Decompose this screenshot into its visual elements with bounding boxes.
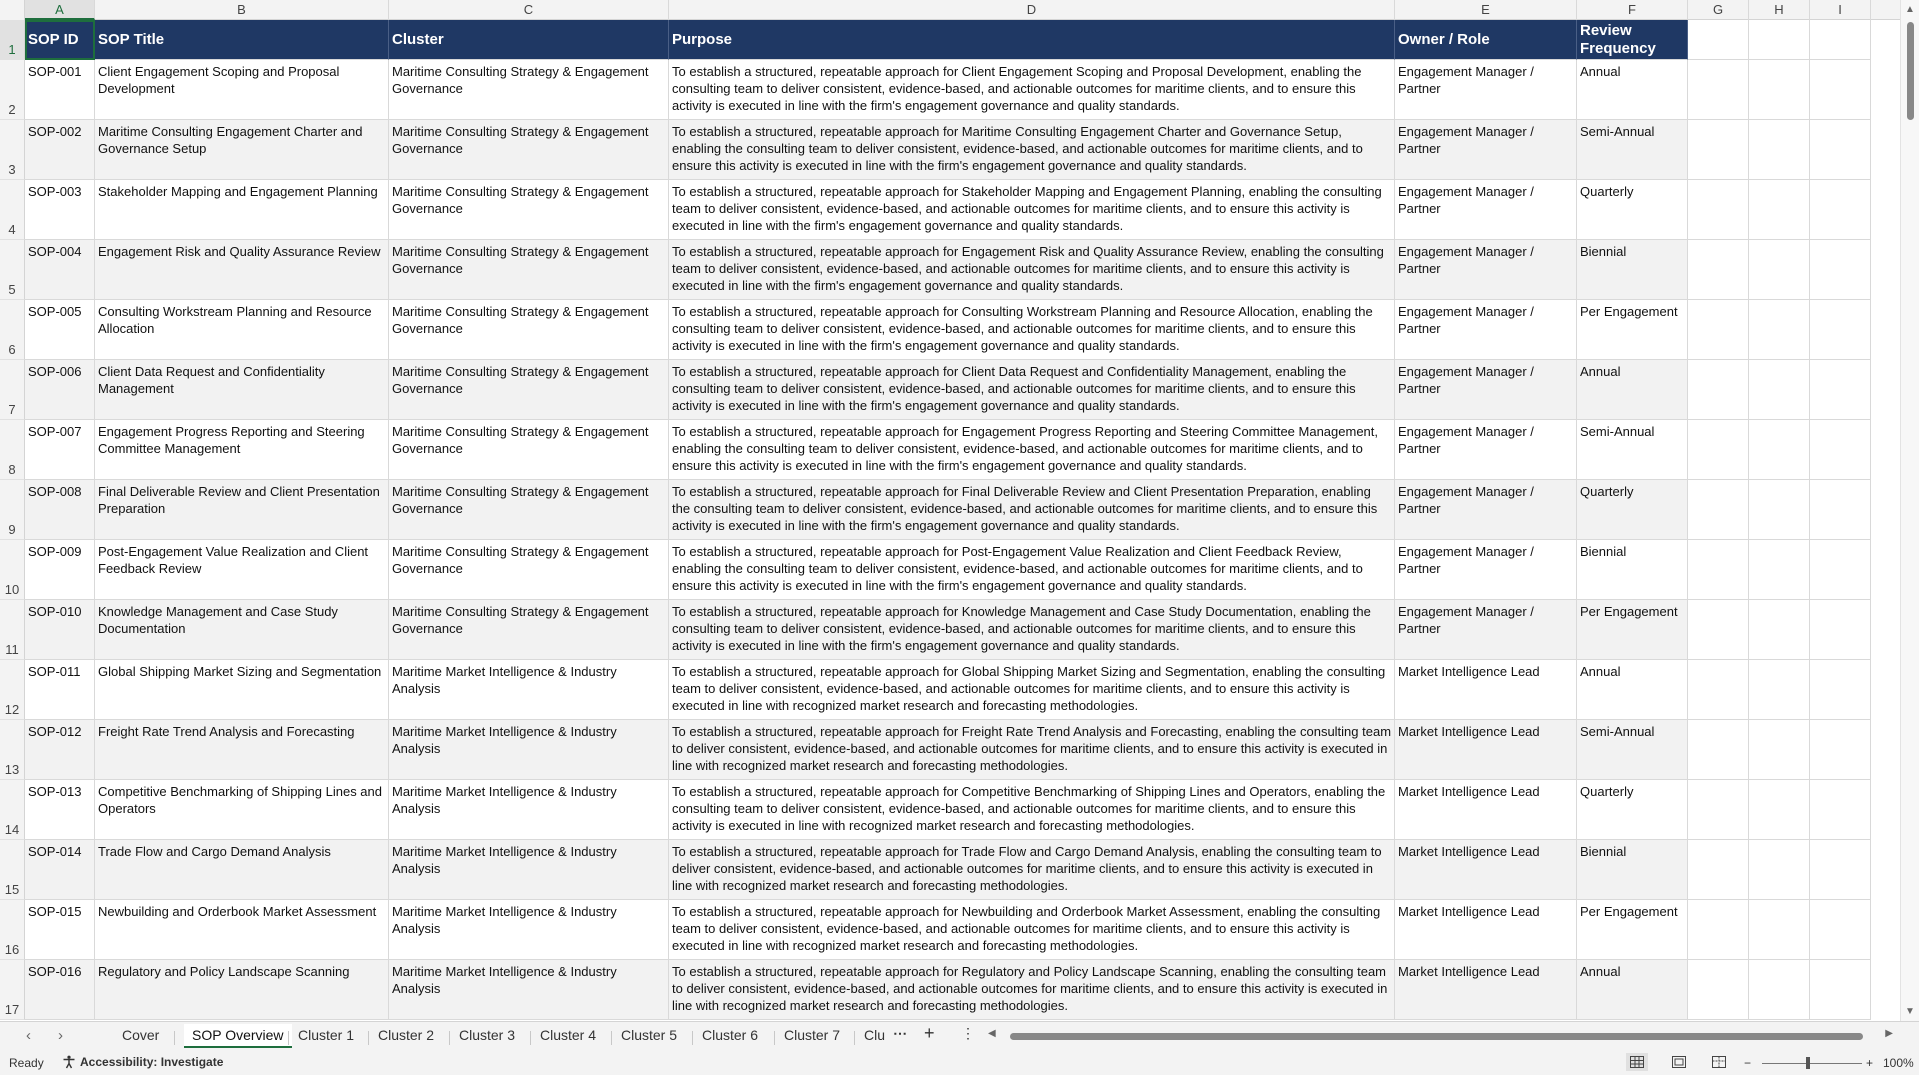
row-header[interactable]: 8: [0, 420, 25, 480]
header-cell-f[interactable]: Review Frequency: [1577, 20, 1688, 60]
column-header-f[interactable]: F: [1577, 0, 1688, 20]
row-header[interactable]: 12: [0, 660, 25, 720]
row-header[interactable]: 9: [0, 480, 25, 540]
status-bar: [0, 1051, 1919, 1075]
empty-cell[interactable]: [1688, 20, 1749, 60]
zoom-slider-knob[interactable]: [1806, 1057, 1810, 1069]
table-cell-f[interactable]: Biennial: [1577, 240, 1688, 300]
more-sheets-icon[interactable]: ⋯: [893, 1025, 907, 1041]
table-cell-e[interactable]: Engagement Manager / Partner: [1395, 180, 1577, 240]
empty-cell[interactable]: [1810, 480, 1871, 540]
table-cell-d[interactable]: To establish a structured, repeatable approach for Newbuilding and Orderbook Market Assessment, enabling the consulting team to deliver consistent, evidence-based, and actionable outcomes for maritime clients, and to ensure this activity is executed in line with recognized market research and forecasting methodologies.: [669, 900, 1395, 960]
table-cell-d[interactable]: To establish a structured, repeatable approach for Stakeholder Mapping and Engagement Planning, enabling the consulting team to deliver consistent, evidence-based, and actionable outcomes for maritime clients, and to ensure this activity is executed in line with the firm's engagement governance and quality standards.: [669, 180, 1395, 240]
table-cell-f[interactable]: Semi-Annual: [1577, 420, 1688, 480]
table-cell-a[interactable]: SOP-016: [25, 960, 95, 1020]
table-cell-a[interactable]: SOP-008: [25, 480, 95, 540]
row-header[interactable]: 11: [0, 600, 25, 660]
table-cell-c[interactable]: Maritime Market Intelligence & Industry Analysis: [389, 720, 669, 780]
table-cell-d[interactable]: To establish a structured, repeatable approach for Consulting Workstream Planning and Resource Allocation, enabling the consulting team to deliver consistent, evidence-based, and actionable outcomes for maritime clients, and to ensure this activity is executed in line with the firm's engagement governance and quality standards.: [669, 300, 1395, 360]
sheet-tab-cluster-1[interactable]: Cluster 1: [298, 1027, 355, 1043]
empty-cell[interactable]: [1810, 960, 1871, 1020]
table-cell-e[interactable]: Market Intelligence Lead: [1395, 900, 1577, 960]
accessibility-status[interactable]: [62, 1055, 223, 1069]
tab-separator: [530, 1031, 531, 1045]
zoom-slider[interactable]: [1762, 1063, 1862, 1064]
empty-cell[interactable]: [1749, 180, 1810, 240]
empty-cell[interactable]: [1688, 60, 1749, 120]
table-cell-c[interactable]: Maritime Consulting Strategy & Engagement Governance: [389, 540, 669, 600]
column-header-e[interactable]: E: [1395, 0, 1577, 20]
sheet-tab-cluster-6[interactable]: Cluster 6: [702, 1027, 759, 1043]
table-cell-d[interactable]: To establish a structured, repeatable approach for Engagement Risk and Quality Assurance Review, enabling the consulting team to deliver consistent, evidence-based, and actionable outcomes for maritime clients, and to ensure this activity is executed in line with the firm's engagement governance and quality standards.: [669, 240, 1395, 300]
empty-cell[interactable]: [1749, 540, 1810, 600]
table-cell-f[interactable]: Semi-Annual: [1577, 120, 1688, 180]
row-header[interactable]: 14: [0, 780, 25, 840]
page-break-icon: [1712, 1056, 1726, 1068]
add-sheet-icon[interactable]: +: [924, 1023, 935, 1043]
scroll-up-icon[interactable]: ▲: [1905, 4, 1915, 15]
table-cell-f[interactable]: Annual: [1577, 60, 1688, 120]
sheet-tab-cover[interactable]: Cover: [122, 1027, 160, 1043]
tab-separator: [449, 1031, 450, 1045]
empty-cell[interactable]: [1749, 660, 1810, 720]
empty-cell[interactable]: [1688, 660, 1749, 720]
empty-cell[interactable]: [1810, 900, 1871, 960]
table-cell-f[interactable]: Quarterly: [1577, 180, 1688, 240]
table-cell-e[interactable]: Engagement Manager / Partner: [1395, 240, 1577, 300]
table-cell-d[interactable]: To establish a structured, repeatable approach for Post-Engagement Value Realization and Client Feedback Review, enabling the consulting team to deliver consistent, evidence-based, and actionable outcomes for maritime clients, and to ensure this activity is executed in line with the firm's engagement governance and quality standards.: [669, 540, 1395, 600]
empty-cell[interactable]: [1810, 20, 1871, 60]
next-sheet-icon[interactable]: ›: [58, 1027, 63, 1044]
table-cell-e[interactable]: Engagement Manager / Partner: [1395, 540, 1577, 600]
table-cell-a[interactable]: SOP-007: [25, 420, 95, 480]
table-cell-c[interactable]: Maritime Consulting Strategy & Engagement Governance: [389, 360, 669, 420]
empty-cell[interactable]: [1810, 720, 1871, 780]
empty-cell[interactable]: [1688, 480, 1749, 540]
table-cell-a[interactable]: SOP-010: [25, 600, 95, 660]
empty-cell[interactable]: [1688, 960, 1749, 1020]
table-cell-d[interactable]: To establish a structured, repeatable approach for Global Shipping Market Sizing and Segmentation, enabling the consulting team to deliver consistent, evidence-based, and actionable outcomes for maritime clients, and to ensure this activity is executed in line with recognized market research and forecasting methodologies.: [669, 660, 1395, 720]
empty-cell[interactable]: [1749, 900, 1810, 960]
table-cell-a[interactable]: SOP-005: [25, 300, 95, 360]
table-cell-b[interactable]: Final Deliverable Review and Client Presentation Preparation: [95, 480, 389, 540]
column-header-c[interactable]: C: [389, 0, 669, 20]
table-cell-c[interactable]: Maritime Consulting Strategy & Engagement Governance: [389, 600, 669, 660]
table-cell-b[interactable]: Trade Flow and Cargo Demand Analysis: [95, 840, 389, 900]
tab-separator: [288, 1031, 289, 1045]
horizontal-scrollbar[interactable]: [988, 1028, 1893, 1041]
row-header[interactable]: 15: [0, 840, 25, 900]
table-cell-a[interactable]: SOP-004: [25, 240, 95, 300]
empty-cell[interactable]: [1749, 20, 1810, 60]
page-layout-icon: [1672, 1056, 1686, 1068]
empty-cell[interactable]: [1749, 960, 1810, 1020]
column-header-i[interactable]: I: [1810, 0, 1871, 20]
empty-cell[interactable]: [1688, 240, 1749, 300]
sheet-options-icon[interactable]: ⋮: [961, 1025, 975, 1041]
table-cell-b[interactable]: Consulting Workstream Planning and Resource Allocation: [95, 300, 389, 360]
table-cell-d[interactable]: To establish a structured, repeatable approach for Regulatory and Policy Landscape Scanning, enabling the consulting team to deliver consistent, evidence-based, and actionable outcomes for maritime clients, and to ensure this activity is executed in line with recognized market research and forecasting methodologies.: [669, 960, 1395, 1020]
tab-separator: [368, 1031, 369, 1045]
table-cell-b[interactable]: Newbuilding and Orderbook Market Assessment: [95, 900, 389, 960]
empty-cell[interactable]: [1749, 60, 1810, 120]
table-cell-a[interactable]: SOP-011: [25, 660, 95, 720]
empty-cell[interactable]: [1749, 300, 1810, 360]
empty-cell[interactable]: [1749, 600, 1810, 660]
empty-cell[interactable]: [1810, 540, 1871, 600]
sheet-tab-bar: [0, 1021, 1919, 1051]
table-cell-f[interactable]: Quarterly: [1577, 480, 1688, 540]
empty-cell[interactable]: [1810, 420, 1871, 480]
table-cell-c[interactable]: Maritime Consulting Strategy & Engagement Governance: [389, 420, 669, 480]
row-header[interactable]: 16: [0, 900, 25, 960]
empty-cell[interactable]: [1810, 840, 1871, 900]
table-cell-a[interactable]: SOP-014: [25, 840, 95, 900]
empty-cell[interactable]: [1749, 720, 1810, 780]
row-header[interactable]: 5: [0, 240, 25, 300]
table-cell-a[interactable]: SOP-009: [25, 540, 95, 600]
empty-cell[interactable]: [1810, 660, 1871, 720]
empty-cell[interactable]: [1749, 480, 1810, 540]
table-cell-d[interactable]: To establish a structured, repeatable approach for Competitive Benchmarking of Shipping Lines and Operators, enabling the consulting team to deliver consistent, evidence-based, and actionable outcomes for maritime clients, and to ensure this activity is executed in line with recognized market research and forecasting methodologies.: [669, 780, 1395, 840]
table-cell-b[interactable]: Global Shipping Market Sizing and Segmentation: [95, 660, 389, 720]
empty-cell[interactable]: [1810, 60, 1871, 120]
table-cell-d[interactable]: To establish a structured, repeatable approach for Maritime Consulting Engagement Charter and Governance Setup, enabling the consulting team to deliver consistent, evidence-based, and actionable outcomes for maritime clients, and to ensure this activity is executed in line with the firm's engagement governance and quality standards.: [669, 120, 1395, 180]
scroll-left-icon[interactable]: ◀: [988, 1028, 996, 1039]
empty-cell[interactable]: [1810, 180, 1871, 240]
table-cell-d[interactable]: To establish a structured, repeatable approach for Engagement Progress Reporting and Steering Committee Management, enabling the consulting team to deliver consistent, evidence-based, and actionable outcomes for maritime clients, and to ensure this activity is executed in line with the firm's engagement governance and quality standards.: [669, 420, 1395, 480]
vertical-scrollbar[interactable]: [1900, 0, 1919, 1021]
table-cell-a[interactable]: SOP-013: [25, 780, 95, 840]
table-cell-e[interactable]: Engagement Manager / Partner: [1395, 600, 1577, 660]
table-cell-d[interactable]: To establish a structured, repeatable approach for Knowledge Management and Case Study Documentation, enabling the consulting team to deliver consistent, evidence-based, and actionable outcomes for maritime clients, and to ensure this activity is executed in line with the firm's engagement governance and quality standards.: [669, 600, 1395, 660]
header-cell-c[interactable]: Cluster: [389, 20, 669, 60]
table-cell-c[interactable]: Maritime Market Intelligence & Industry Analysis: [389, 660, 669, 720]
column-header-h[interactable]: H: [1749, 0, 1810, 20]
table-cell-f[interactable]: Quarterly: [1577, 780, 1688, 840]
table-cell-d[interactable]: To establish a structured, repeatable approach for Final Deliverable Review and Client Presentation Preparation, enabling the consulting team to deliver consistent, evidence-based, and actionable outcomes for maritime clients, and to ensure this activity is executed in line with the firm's engagement governance and quality standards.: [669, 480, 1395, 540]
table-cell-e[interactable]: Market Intelligence Lead: [1395, 840, 1577, 900]
table-cell-a[interactable]: SOP-002: [25, 120, 95, 180]
table-cell-e[interactable]: Market Intelligence Lead: [1395, 720, 1577, 780]
page-layout-view-button[interactable]: [1668, 1053, 1690, 1071]
table-cell-e[interactable]: Engagement Manager / Partner: [1395, 480, 1577, 540]
header-cell-d[interactable]: Purpose: [669, 20, 1395, 60]
table-cell-e[interactable]: Engagement Manager / Partner: [1395, 360, 1577, 420]
table-cell-a[interactable]: SOP-012: [25, 720, 95, 780]
table-cell-c[interactable]: Maritime Market Intelligence & Industry Analysis: [389, 780, 669, 840]
table-cell-b[interactable]: Client Data Request and Confidentiality Management: [95, 360, 389, 420]
table-cell-f[interactable]: Biennial: [1577, 540, 1688, 600]
zoom-in-icon[interactable]: +: [1866, 1056, 1874, 1070]
table-cell-b[interactable]: Post-Engagement Value Realization and Client Feedback Review: [95, 540, 389, 600]
table-cell-f[interactable]: Semi-Annual: [1577, 720, 1688, 780]
table-cell-b[interactable]: Engagement Progress Reporting and Steering Committee Management: [95, 420, 389, 480]
row-header[interactable]: 3: [0, 120, 25, 180]
accessibility-label: Accessibility: Investigate: [80, 1055, 224, 1069]
table-cell-b[interactable]: Stakeholder Mapping and Engagement Planning: [95, 180, 389, 240]
table-cell-e[interactable]: Engagement Manager / Partner: [1395, 60, 1577, 120]
empty-cell[interactable]: [1810, 120, 1871, 180]
table-cell-e[interactable]: Engagement Manager / Partner: [1395, 420, 1577, 480]
zoom-out-icon[interactable]: −: [1744, 1056, 1752, 1070]
table-cell-d[interactable]: To establish a structured, repeatable approach for Client Engagement Scoping and Proposal Development, enabling the consulting team to deliver consistent, evidence-based, and actionable outcomes for maritime clients, and to ensure this activity is executed in line with the firm's engagement governance and quality standards.: [669, 60, 1395, 120]
empty-cell[interactable]: [1749, 780, 1810, 840]
empty-cell[interactable]: [1749, 420, 1810, 480]
table-cell-e[interactable]: Market Intelligence Lead: [1395, 660, 1577, 720]
sheet-tab-cluster-2[interactable]: Cluster 2: [378, 1027, 435, 1043]
accessibility-icon: [62, 1055, 76, 1069]
sheet-tab-clu[interactable]: Clu: [864, 1027, 886, 1043]
empty-cell[interactable]: [1688, 360, 1749, 420]
row-header[interactable]: 17: [0, 960, 25, 1020]
empty-cell[interactable]: [1688, 720, 1749, 780]
sheet-tab-cluster-3[interactable]: Cluster 3: [459, 1027, 516, 1043]
row-header[interactable]: 4: [0, 180, 25, 240]
row-header[interactable]: 10: [0, 540, 25, 600]
table-cell-c[interactable]: Maritime Market Intelligence & Industry Analysis: [389, 840, 669, 900]
column-header-d[interactable]: D: [669, 0, 1395, 20]
table-cell-d[interactable]: To establish a structured, repeatable approach for Client Data Request and Confidentiality Management, enabling the consulting team to deliver consistent, evidence-based, and actionable outcomes for maritime clients, and to ensure this activity is executed in line with the firm's engagement governance and quality standards.: [669, 360, 1395, 420]
table-cell-c[interactable]: Maritime Market Intelligence & Industry Analysis: [389, 960, 669, 1020]
column-header-b[interactable]: B: [95, 0, 389, 20]
table-cell-c[interactable]: Maritime Consulting Strategy & Engagement Governance: [389, 60, 669, 120]
normal-view-button[interactable]: [1626, 1053, 1648, 1071]
table-cell-a[interactable]: SOP-003: [25, 180, 95, 240]
table-cell-f[interactable]: Annual: [1577, 660, 1688, 720]
empty-cell[interactable]: [1688, 840, 1749, 900]
sheet-tab-sop-overview[interactable]: SOP Overview: [184, 1024, 292, 1048]
empty-cell[interactable]: [1688, 180, 1749, 240]
table-cell-e[interactable]: Engagement Manager / Partner: [1395, 120, 1577, 180]
tab-separator: [854, 1031, 855, 1045]
table-cell-f[interactable]: Annual: [1577, 960, 1688, 1020]
status-ready: Ready: [9, 1056, 44, 1070]
select-all-corner[interactable]: [0, 0, 25, 20]
table-cell-c[interactable]: Maritime Market Intelligence & Industry Analysis: [389, 900, 669, 960]
empty-cell[interactable]: [1688, 540, 1749, 600]
empty-cell[interactable]: [1810, 780, 1871, 840]
empty-cell[interactable]: [1810, 300, 1871, 360]
scroll-right-icon[interactable]: ▶: [1885, 1028, 1893, 1039]
table-cell-c[interactable]: Maritime Consulting Strategy & Engagement Governance: [389, 240, 669, 300]
table-cell-f[interactable]: Annual: [1577, 360, 1688, 420]
row-header[interactable]: 13: [0, 720, 25, 780]
sheet-tab-cluster-5[interactable]: Cluster 5: [621, 1027, 678, 1043]
zoom-level[interactable]: 100%: [1883, 1056, 1914, 1070]
table-cell-a[interactable]: SOP-001: [25, 60, 95, 120]
page-break-view-button[interactable]: [1708, 1053, 1730, 1071]
table-cell-d[interactable]: To establish a structured, repeatable approach for Freight Rate Trend Analysis and Forecasting, enabling the consulting team to deliver consistent, evidence-based, and actionable outcomes for maritime clients, and to ensure this activity is executed in line with recognized market research and forecasting methodologies.: [669, 720, 1395, 780]
tab-separator: [611, 1031, 612, 1045]
prev-sheet-icon[interactable]: ‹: [26, 1027, 31, 1044]
table-cell-b[interactable]: Engagement Risk and Quality Assurance Review: [95, 240, 389, 300]
vertical-scroll-thumb[interactable]: [1907, 22, 1914, 120]
table-cell-b[interactable]: Maritime Consulting Engagement Charter and Governance Setup: [95, 120, 389, 180]
table-cell-b[interactable]: Knowledge Management and Case Study Documentation: [95, 600, 389, 660]
empty-cell[interactable]: [1688, 900, 1749, 960]
table-cell-f[interactable]: Per Engagement: [1577, 900, 1688, 960]
row-header[interactable]: 7: [0, 360, 25, 420]
empty-cell[interactable]: [1749, 240, 1810, 300]
tab-separator: [774, 1031, 775, 1045]
empty-cell[interactable]: [1688, 600, 1749, 660]
empty-cell[interactable]: [1688, 780, 1749, 840]
table-cell-c[interactable]: Maritime Consulting Strategy & Engagement Governance: [389, 120, 669, 180]
empty-cell[interactable]: [1810, 240, 1871, 300]
sheet-tab-cluster-4[interactable]: Cluster 4: [540, 1027, 597, 1043]
row-header[interactable]: 6: [0, 300, 25, 360]
table-cell-b[interactable]: Freight Rate Trend Analysis and Forecasting: [95, 720, 389, 780]
table-cell-a[interactable]: SOP-015: [25, 900, 95, 960]
empty-cell[interactable]: [1688, 420, 1749, 480]
column-header-a[interactable]: A: [25, 0, 95, 20]
horizontal-scroll-thumb[interactable]: [1010, 1033, 1863, 1040]
empty-cell[interactable]: [1749, 360, 1810, 420]
empty-cell[interactable]: [1810, 600, 1871, 660]
table-cell-f[interactable]: Per Engagement: [1577, 300, 1688, 360]
empty-cell[interactable]: [1810, 360, 1871, 420]
empty-cell[interactable]: [1688, 300, 1749, 360]
table-cell-f[interactable]: Per Engagement: [1577, 600, 1688, 660]
header-cell-e[interactable]: Owner / Role: [1395, 20, 1577, 60]
table-cell-e[interactable]: Market Intelligence Lead: [1395, 960, 1577, 1020]
empty-cell[interactable]: [1749, 120, 1810, 180]
table-cell-e[interactable]: Engagement Manager / Partner: [1395, 300, 1577, 360]
table-cell-b[interactable]: Competitive Benchmarking of Shipping Lines and Operators: [95, 780, 389, 840]
grid-view-icon: [1630, 1056, 1644, 1068]
table-cell-b[interactable]: Regulatory and Policy Landscape Scanning: [95, 960, 389, 1020]
scroll-down-icon[interactable]: ▼: [1905, 1006, 1915, 1017]
table-cell-a[interactable]: SOP-006: [25, 360, 95, 420]
row-header-1[interactable]: 1: [0, 20, 25, 60]
sheet-tab-cluster-7[interactable]: Cluster 7: [784, 1027, 841, 1043]
empty-cell[interactable]: [1688, 120, 1749, 180]
header-cell-a[interactable]: SOP ID: [25, 20, 95, 60]
empty-cell[interactable]: [1749, 840, 1810, 900]
tab-separator: [174, 1031, 175, 1045]
table-cell-b[interactable]: Client Engagement Scoping and Proposal Development: [95, 60, 389, 120]
header-cell-b[interactable]: SOP Title: [95, 20, 389, 60]
table-cell-c[interactable]: Maritime Consulting Strategy & Engagement Governance: [389, 480, 669, 540]
row-header[interactable]: 2: [0, 60, 25, 120]
table-cell-c[interactable]: Maritime Consulting Strategy & Engagement Governance: [389, 300, 669, 360]
tab-separator: [692, 1031, 693, 1045]
column-header-g[interactable]: G: [1688, 0, 1749, 20]
table-cell-d[interactable]: To establish a structured, repeatable approach for Trade Flow and Cargo Demand Analysis, enabling the consulting team to deliver consistent, evidence-based, and actionable outcomes for maritime clients, and to ensure this activity is executed in line with recognized market research and forecasting methodologies.: [669, 840, 1395, 900]
table-cell-e[interactable]: Market Intelligence Lead: [1395, 780, 1577, 840]
table-cell-c[interactable]: Maritime Consulting Strategy & Engagement Governance: [389, 180, 669, 240]
table-cell-f[interactable]: Biennial: [1577, 840, 1688, 900]
